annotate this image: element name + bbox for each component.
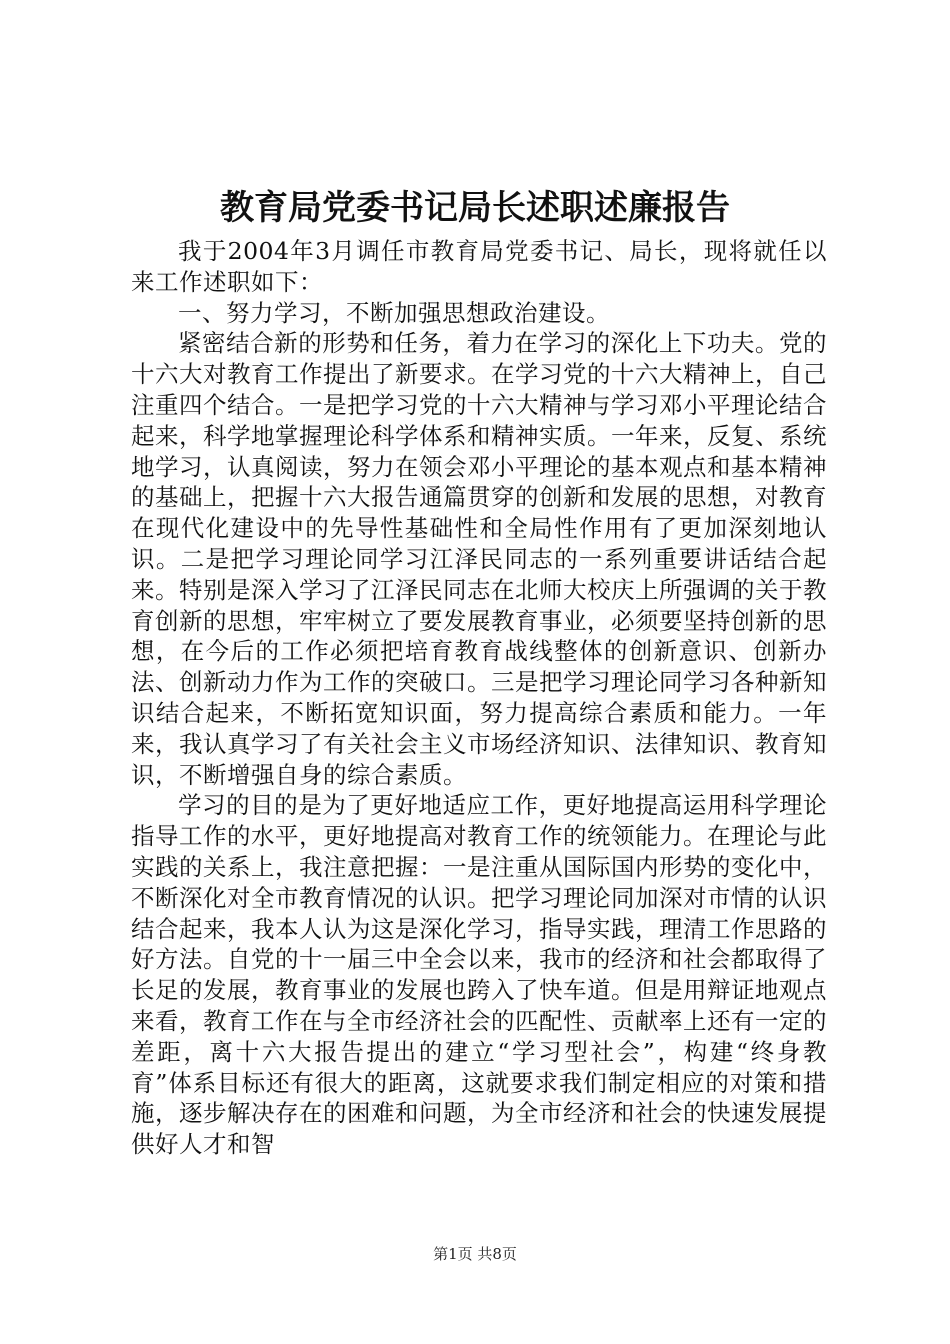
document-title: 教育局党委书记局长述职述廉报告 (220, 188, 730, 228)
paragraph: 学习的目的是为了更好地适应工作，更好地提高运用科学理论指导工作的水平，更好地提高对教育工作的统领能力。在理论与此实践的关系上，我注意把握：一是注重从国际国内形势的变化中，不断深化对全市教育情况的认识。把学习理论同加深对市情的认识结合起来，我本人认为这是深化学习，指导实践，理清工作思路的好方法。自党的十一届三中全会以来，我市的经济和社会都取得了长足的发展，教育事业的发展也跨入了快车道。但是用辩证地观点来看，教育工作在与全市经济社会的匹配性、贡献率上还有一定的差距，离十六大报告提出的建立“学习型社会”，构建“终身教育”体系目标还有很大的距离，这就要求我们制定相应的对策和措施，逐步解决存在的困难和问题，为全市经济和社会的快速发展提供好人才和智 (131, 791, 827, 1159)
document-body (131, 236, 827, 1160)
page-footer: 第1页 共8页 (433, 1245, 517, 1263)
paragraph: 紧密结合新的形势和任务，着力在学习的深化上下功夫。党的十六大对教育工作提出了新要求。在学习党的十六大精神上，自己注重四个结合。一是把学习党的十六大精神与学习邓小平理论结合起来，科学地掌握理论科学体系和精神实质。一年来，反复、系统地学习，认真阅读，努力在领会邓小平理论的基本观点和基本精神的基础上，把握十六大报告通篇贯穿的创新和发展的思想，对教育在现代化建设中的先导性基础性和全局性作用有了更加深刻地认识。二是把学习理论同学习江泽民同志的一系列重要讲话结合起来。特别是深入学习了江泽民同志在北师大校庆上所强调的关于教育创新的思想，牢牢树立了要发展教育事业，必须要坚持创新的思想，在今后的工作必须把培育教育战线整体的创新意识、创新办法、创新动力作为工作的突破口。三是把学习理论同学习各种新知识结合起来，不断拓宽知识面，努力提高综合素质和能力。一年来，我认真学习了有关社会主义市场经济知识、法律知识、教育知识，不断增强自身的综合素质。 (131, 329, 827, 789)
paragraph: 我于2004年3月调任市教育局党委书记、局长，现将就任以来工作述职如下： (131, 237, 827, 296)
section-heading: 一、努力学习，不断加强思想政治建设。 (178, 298, 610, 327)
